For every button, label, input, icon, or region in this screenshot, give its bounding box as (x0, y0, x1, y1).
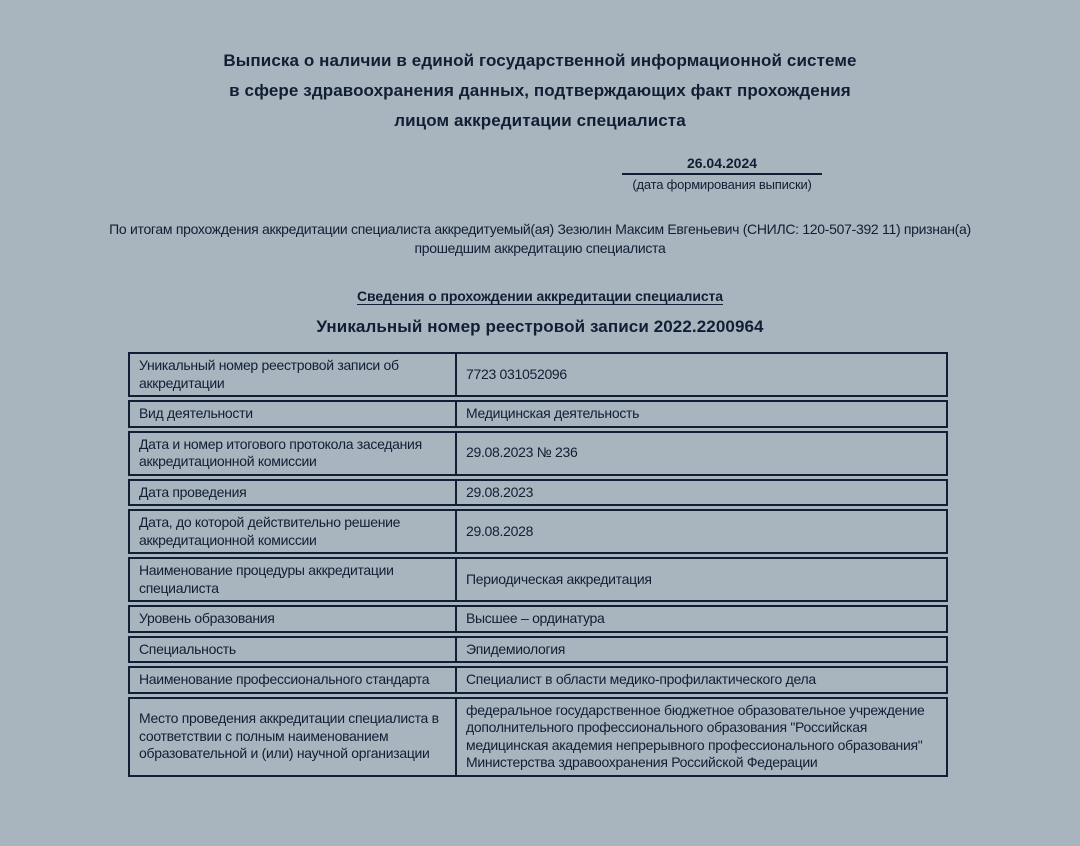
table-row (128, 666, 948, 694)
row-value: федеральное государственное бюджетное образовательное учреждение дополнительного профессионального образования "Российская медицинская академия непрерывного профессионального образования" Министерства здравоохранения Российской Федерации (466, 701, 925, 770)
row-label: Уникальный номер реестровой записи об аккредитации (130, 354, 457, 395)
row-label: Место проведения аккредитации специалиста в соответствии с полным наименованием образовательной и (или) научной организации (130, 699, 457, 775)
row-value: Специалист в области медико-профилактического дела (466, 671, 816, 687)
row-label: Наименование профессионального стандарта (130, 668, 457, 692)
row-label: Вид деятельности (130, 402, 457, 426)
table-row (128, 352, 948, 397)
table-row (128, 605, 948, 633)
document-title: Выписка о наличии в единой государственной информационной системе в сфере здравоохранения данных, подтверждающих факт прохождения лицом аккредитации специалиста (223, 51, 857, 130)
accreditation-table (128, 352, 948, 777)
table-row (128, 431, 948, 476)
intro-paragraph: По итогам прохождения аккредитации специалиста аккредитуемый(ая) Зезюлин Максим Евгеньевич (СНИЛС: 120-507-392 11) признан(а) прошедшим аккредитацию специалиста (109, 221, 971, 256)
extract-date-caption: (дата формирования выписки) (632, 177, 812, 192)
row-value: 7723 031052096 (466, 365, 567, 382)
registry-record-heading: Уникальный номер реестровой записи 2022.2200964 (316, 317, 764, 336)
section-heading: Сведения о прохождении аккредитации специалиста (357, 288, 723, 304)
row-label: Уровень образования (130, 607, 457, 631)
row-label: Дата и номер итогового протокола заседания аккредитационной комиссии (130, 433, 457, 474)
row-value: Медицинская деятельность (466, 405, 640, 421)
table-row (128, 697, 948, 777)
row-value: Высшее – ординатура (466, 610, 605, 626)
table-row (128, 636, 948, 664)
row-label: Специальность (130, 638, 457, 662)
row-value: Эпидемиология (466, 640, 566, 657)
table-row (128, 557, 948, 602)
date-block (622, 155, 822, 192)
table-row (128, 509, 948, 554)
extract-date: 26.04.2024 (622, 155, 822, 175)
row-label: Дата проведения (130, 481, 457, 505)
row-value: 29.08.2028 (466, 522, 534, 539)
document-page (0, 46, 1080, 846)
row-value: 29.08.2023 № 236 (466, 444, 578, 461)
table-row (128, 479, 948, 507)
row-value: 29.08.2023 (466, 483, 534, 500)
row-label: Наименование процедуры аккредитации специалиста (130, 559, 457, 600)
table-row (128, 400, 948, 428)
row-label: Дата, до которой действительно решение аккредитационной комиссии (130, 511, 457, 552)
row-value: Периодическая аккредитация (466, 570, 652, 587)
